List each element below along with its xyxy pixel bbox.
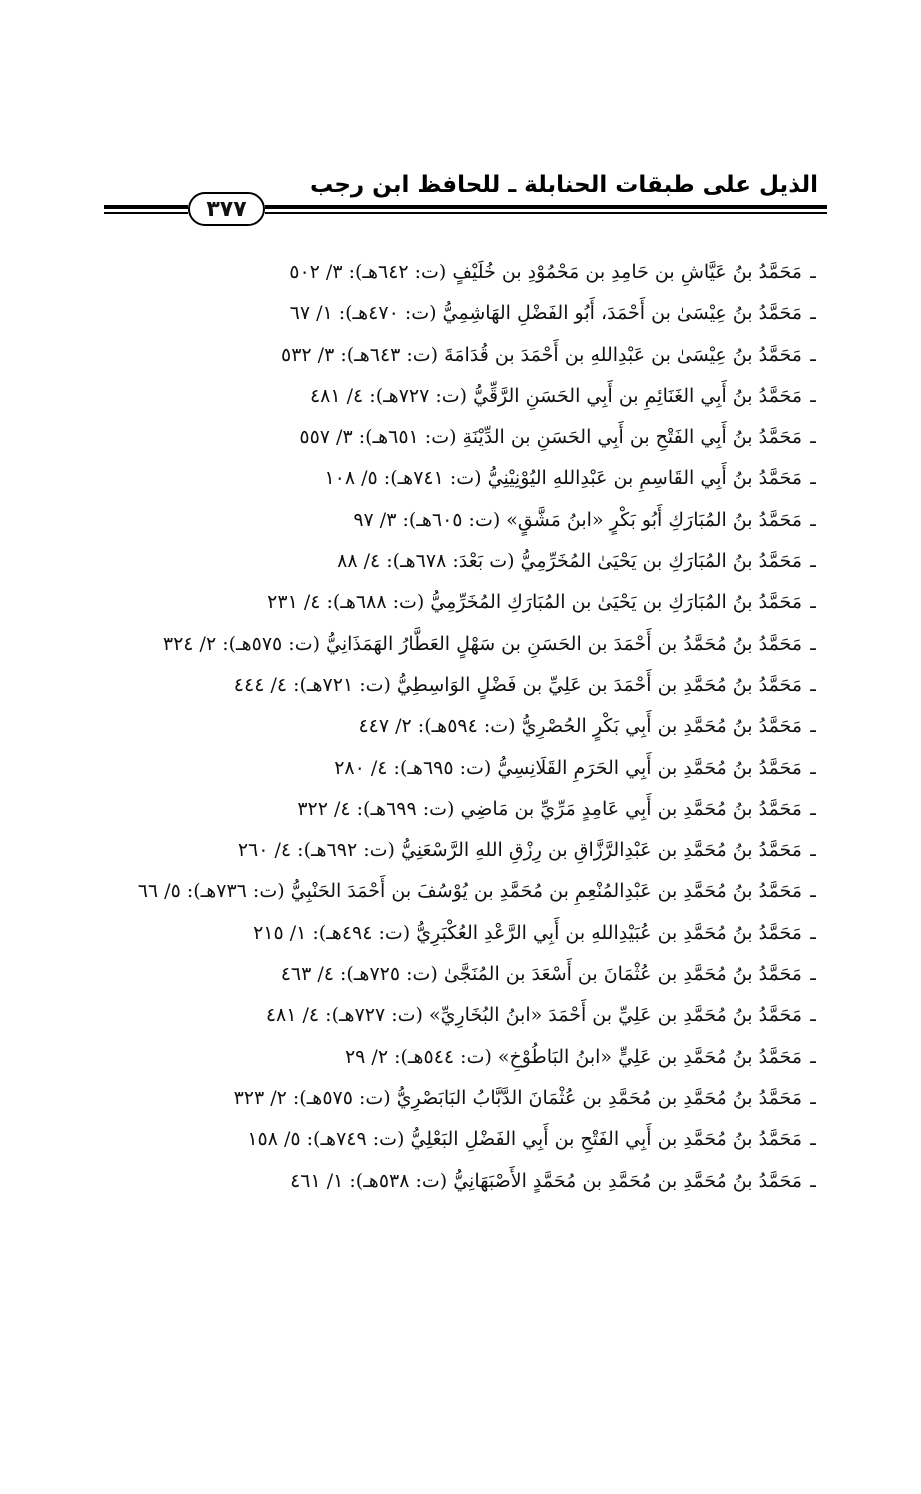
index-entry xyxy=(138,379,824,420)
entry-bullet: ـ xyxy=(810,467,816,490)
entry-bullet: ـ xyxy=(810,715,816,738)
index-entry xyxy=(138,338,824,379)
entry-bullet: ـ xyxy=(810,1004,816,1027)
index-entry xyxy=(138,792,824,833)
index-entry xyxy=(138,255,824,296)
entry-text: مَحَمَّدُ بنُ مُحَمَّدِ بن عُبَيْدِاللهِ بن أَبِي الرَّعْدِ العُكْبَرِيُّ (ت: ٤٩٤هـ): ١/ ٢١٥ xyxy=(253,921,802,944)
entry-text: مَحَمَّدُ بنُ أَبِي القَاسِمِ بن عَبْدِاللهِ اليُوْنِيْنِيُّ (ت: ٧٤١هـ): ٥/ ١٠٨ xyxy=(324,467,802,490)
index-entry xyxy=(138,709,824,750)
entry-bullet: ـ xyxy=(810,508,816,531)
entry-text: مَحَمَّدُ بنُ مُحَمَّدِ بن عَلِيِّ بن أَحْمَدَ «ابنُ البُخَارِيِّ» (ت: ٧٢٧هـ): ٤/ ٤٨١ xyxy=(265,1004,802,1027)
index-entry xyxy=(138,998,824,1039)
entry-text: مَحَمَّدُ بنُ عِيْسَىٰ بن أَحْمَدَ، أَبُو الفَضْلِ الهَاشِمِيُّ (ت: ٤٧٠هـ): ١/ ٦٧ xyxy=(289,302,802,325)
entry-bullet: ـ xyxy=(810,756,816,779)
entry-bullet: ـ xyxy=(810,797,816,820)
index-entry xyxy=(138,668,824,709)
entry-text: مَحَمَّدُ بنُ أَبِي الغَنَائِمِ بن أَبِي الحَسَنِ الرَّقِّيُّ (ت: ٧٢٧هـ): ٤/ ٤٨١ xyxy=(309,384,802,407)
running-head-title: الذيل على طبقات الحنابلة ـ للحافظ ابن رجب xyxy=(309,172,818,198)
entry-bullet: ـ xyxy=(810,1086,816,1109)
index-entry xyxy=(138,1081,824,1122)
entry-bullet: ـ xyxy=(810,261,816,283)
entry-text: مَحَمَّدُ بنُ المُبَارَكِ بن يَحْيَىٰ المُخَرِّمِيُّ (ت بَعْدَ: ٦٧٨هـ): ٤/ ٨٨ xyxy=(337,550,802,573)
entry-bullet: ـ xyxy=(810,963,816,986)
entry-bullet: ـ xyxy=(810,880,816,903)
header-rule-left-thin xyxy=(104,212,188,214)
entry-text: مَحَمَّدُ بنُ مُحَمَّدِ بن أَبِي الفَتْحِ بن أَبِي الفَضْلِ البَعْلِيُّ (ت: ٧٤٩هـ): ٥/ ١٥٨ xyxy=(247,1128,802,1151)
index-entry xyxy=(138,296,824,337)
entry-text: مَحَمَّدُ بنُ مُحَمَّدِ بن عُثْمَانَ بن أَسْعَدَ بن المُنَجَّىٰ (ت: ٧٢٥هـ): ٤/ ٤٦٣ xyxy=(280,963,802,986)
entry-text: مَحَمَّدُ بنُ عَيَّاشِ بن حَامِدِ بن مَحْمُوْدِ بن خُلَيْفٍ (ت: ٦٤٢هـ): ٣/ ٥٠٢ xyxy=(289,261,802,283)
entry-text: مَحَمَّدُ بنُ مُحَمَّدِ بن مُحَمَّدِ بن عُثْمَانَ الدَّبَّابُ البَابَصْرِيُّ (ت: ٥٧٥هـ): ٢/ ٣٢٣ xyxy=(233,1086,802,1109)
index-entry xyxy=(138,751,824,792)
index-entry xyxy=(138,1122,824,1163)
index-entry xyxy=(138,1164,824,1205)
entry-bullet: ـ xyxy=(810,426,816,449)
entry-bullet: ـ xyxy=(810,632,816,655)
index-entry xyxy=(138,503,824,544)
entry-text: مَحَمَّدُ بنُ المُبَارَكِ بن يَحْيَىٰ بن المُبَارَكِ المُخَرِّمِيُّ (ت: ٦٨٨هـ): ٤/ ٢٣١ xyxy=(267,591,802,614)
index-entry xyxy=(138,874,824,915)
entry-text: مَحَمَّدُ بنُ مُحَمَّدِ بن أَبِي بَكْرٍ الحُصْرِيُّ (ت: ٥٩٤هـ): ٢/ ٤٤٧ xyxy=(358,715,802,738)
entry-bullet: ـ xyxy=(810,921,816,944)
entry-text: مَحَمَّدُ بنُ مُحَمَّدِ بن عَبْدِالمُنْعِمِ بن مُحَمَّدِ بن يُوْسُفَ بن أَحْمَدَ الحَنْبِيُّ (ت: ٧٣٦هـ): ٥/ ٦٦ xyxy=(137,880,802,903)
index-entry xyxy=(138,833,824,874)
index-entry xyxy=(138,585,824,626)
entry-text: مَحَمَّدُ بنُ أَبِي الفَتْحِ بن أَبِي الحَسَنِ بن الدِّيْنَةِ (ت: ٦٥١هـ): ٣/ ٥٥٧ xyxy=(299,426,802,449)
index-entry xyxy=(138,420,824,461)
entry-bullet: ـ xyxy=(810,343,816,366)
entry-bullet: ـ xyxy=(810,1045,816,1068)
header-rule-thick xyxy=(265,205,827,209)
entry-text: مَحَمَّدُ بنُ مُحَمَّدِ بن مُحَمَّدِ بن مُحَمَّدٍ الأَصْبَهَانِيُّ (ت: ٥٣٨هـ): ١/ ٤٦١ xyxy=(290,1169,802,1192)
entry-text: مَحَمَّدُ بنُ المُبَارَكِ أَبُو بَكْرٍ «ابنُ مَشَّقٍ» (ت: ٦٠٥هـ): ٣/ ٩٧ xyxy=(353,508,802,531)
entry-bullet: ـ xyxy=(810,302,816,325)
entry-bullet: ـ xyxy=(810,673,816,696)
entry-text: مَحَمَّدُ بنُ مُحَمَّدِ بن أَحْمَدَ بن عَلِيِّ بن فَضْلٍ الوَاسِطِيُّ (ت: ٧٢١هـ): ٤/ ٤٤٤ xyxy=(233,673,802,696)
entry-bullet: ـ xyxy=(810,550,816,573)
entry-bullet: ـ xyxy=(810,1128,816,1151)
index-entry xyxy=(138,461,824,502)
header-rule-left-thick xyxy=(104,205,188,209)
entry-text: مَحَمَّدُ بنُ عِيْسَىٰ بن عَبْدِاللهِ بن أَحْمَدَ بن قُدَامَةَ (ت: ٦٤٣هـ): ٣/ ٥٣٢ xyxy=(280,343,802,366)
entry-bullet: ـ xyxy=(810,591,816,614)
index-list xyxy=(138,255,824,1205)
entry-text: مَحَمَّدُ بنُ مُحَمَّدِ بن عَلِيٍّ «ابنُ البَاطُوْخِ» (ت: ٥٤٤هـ): ٢/ ٢٩ xyxy=(344,1045,802,1068)
entry-bullet: ـ xyxy=(810,1169,816,1192)
entry-text: مَحَمَّدُ بنُ مُحَمَّدِ بن أَبِي الحَرَمِ القَلَانِسِيُّ (ت: ٦٩٥هـ): ٤/ ٢٨٠ xyxy=(334,756,802,779)
entry-text: مَحَمَّدُ بنُ مُحَمَّدِ بن أَبِي عَامِدٍ مَرِّيِّ بن مَاضِي (ت: ٦٩٩هـ): ٤/ ٣٢٢ xyxy=(297,797,802,820)
index-entry xyxy=(138,627,824,668)
entry-bullet: ـ xyxy=(810,839,816,862)
header-rule-thin xyxy=(265,212,827,214)
index-entry xyxy=(138,544,824,585)
index-entry xyxy=(138,916,824,957)
entry-text: مَحَمَّدُ بنُ مُحَمَّدِ بن عَبْدِالرَّزَّاقِ بن رِزْقِ اللهِ الرَّسْعَنِيُّ (ت: ٦٩٢هـ): ٤/ ٢٦٠ xyxy=(237,839,802,862)
entry-bullet: ـ xyxy=(810,384,816,407)
page-number: ٣٧٧ xyxy=(188,192,265,226)
entry-text: مَحَمَّدُ بنُ مُحَمَّدُ بن أَحْمَدَ بن الحَسَنِ بن سَهْلٍ العَطَّارُ الهَمَذَانِيُّ (ت: ٥٧٥هـ): ٢/ ٣٢٤ xyxy=(162,632,802,655)
index-entry xyxy=(138,957,824,998)
index-entry xyxy=(138,1040,824,1081)
